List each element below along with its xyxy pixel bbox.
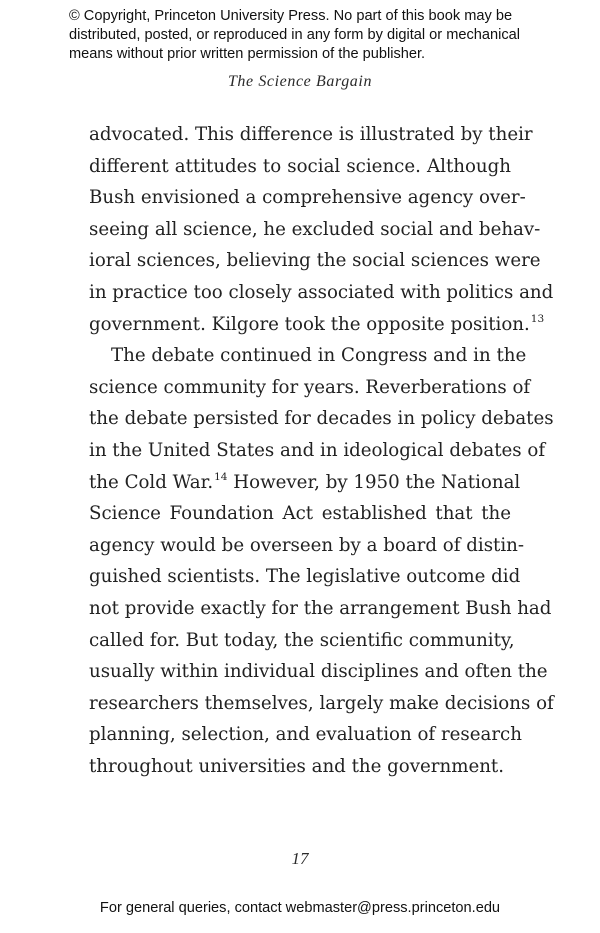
text-line: different attitudes to social science. Although bbox=[89, 155, 511, 177]
text-segment: the Cold War. bbox=[89, 471, 214, 493]
running-head: The Science Bargain bbox=[227, 73, 373, 90]
text-line: advocated. This difference is illustrated by their bbox=[89, 124, 533, 145]
text-line: guished scientists. The legislative outcome did bbox=[89, 566, 521, 588]
paragraph-1 bbox=[89, 119, 554, 340]
text-line: seeing all science, he excluded social and behav- bbox=[89, 218, 541, 240]
footer-contact: For general queries, contact webmaster@press.princeton.edu bbox=[99, 900, 501, 916]
copyright-line: means without prior written permission of the publisher. bbox=[69, 46, 426, 62]
text-line: called for. But today, the scientific community, bbox=[89, 629, 515, 651]
text-line: agency would be overseen by a board of distin- bbox=[89, 534, 525, 556]
page-number: 17 bbox=[291, 849, 309, 868]
text-line: Bush envisioned a comprehensive agency over- bbox=[89, 187, 526, 209]
text-segment: government. Kilgore took the opposite position. bbox=[89, 313, 530, 335]
text-segment: However, by 1950 the National bbox=[227, 471, 521, 493]
text-line bbox=[89, 467, 521, 499]
paragraph-2 bbox=[89, 340, 554, 782]
text-line: Science Foundation Act established that the bbox=[89, 503, 511, 525]
text-line: not provide exactly for the arrangement Bush had bbox=[89, 597, 552, 619]
copyright-line: © Copyright, Princeton University Press. No part of this book may be bbox=[69, 8, 513, 24]
body-text bbox=[89, 119, 554, 782]
text-line: throughout universities and the government. bbox=[89, 755, 505, 777]
text-line: usually within individual disciplines and often the bbox=[89, 661, 548, 683]
text-line: The debate continued in Congress and in the bbox=[111, 345, 527, 367]
footnote-ref-13[interactable]: 13 bbox=[530, 312, 545, 325]
footnote-ref-14[interactable]: 14 bbox=[214, 470, 228, 483]
text-line: ioral sciences, believing the social sciences were bbox=[89, 250, 541, 272]
copyright-line: distributed, posted, or reproduced in any form by digital or mechanical bbox=[69, 27, 521, 43]
text-line bbox=[89, 309, 545, 341]
text-line: in the United States and in ideological debates of bbox=[89, 439, 546, 461]
text-line: planning, selection, and evaluation of research bbox=[89, 724, 522, 746]
text-line: researchers themselves, largely make decisions of bbox=[89, 692, 554, 714]
text-line: the debate persisted for decades in policy debates bbox=[89, 408, 554, 430]
text-line: science community for years. Reverberations of bbox=[89, 376, 531, 398]
text-line: in practice too closely associated with politics and bbox=[89, 281, 554, 303]
copyright-notice bbox=[69, 7, 539, 64]
